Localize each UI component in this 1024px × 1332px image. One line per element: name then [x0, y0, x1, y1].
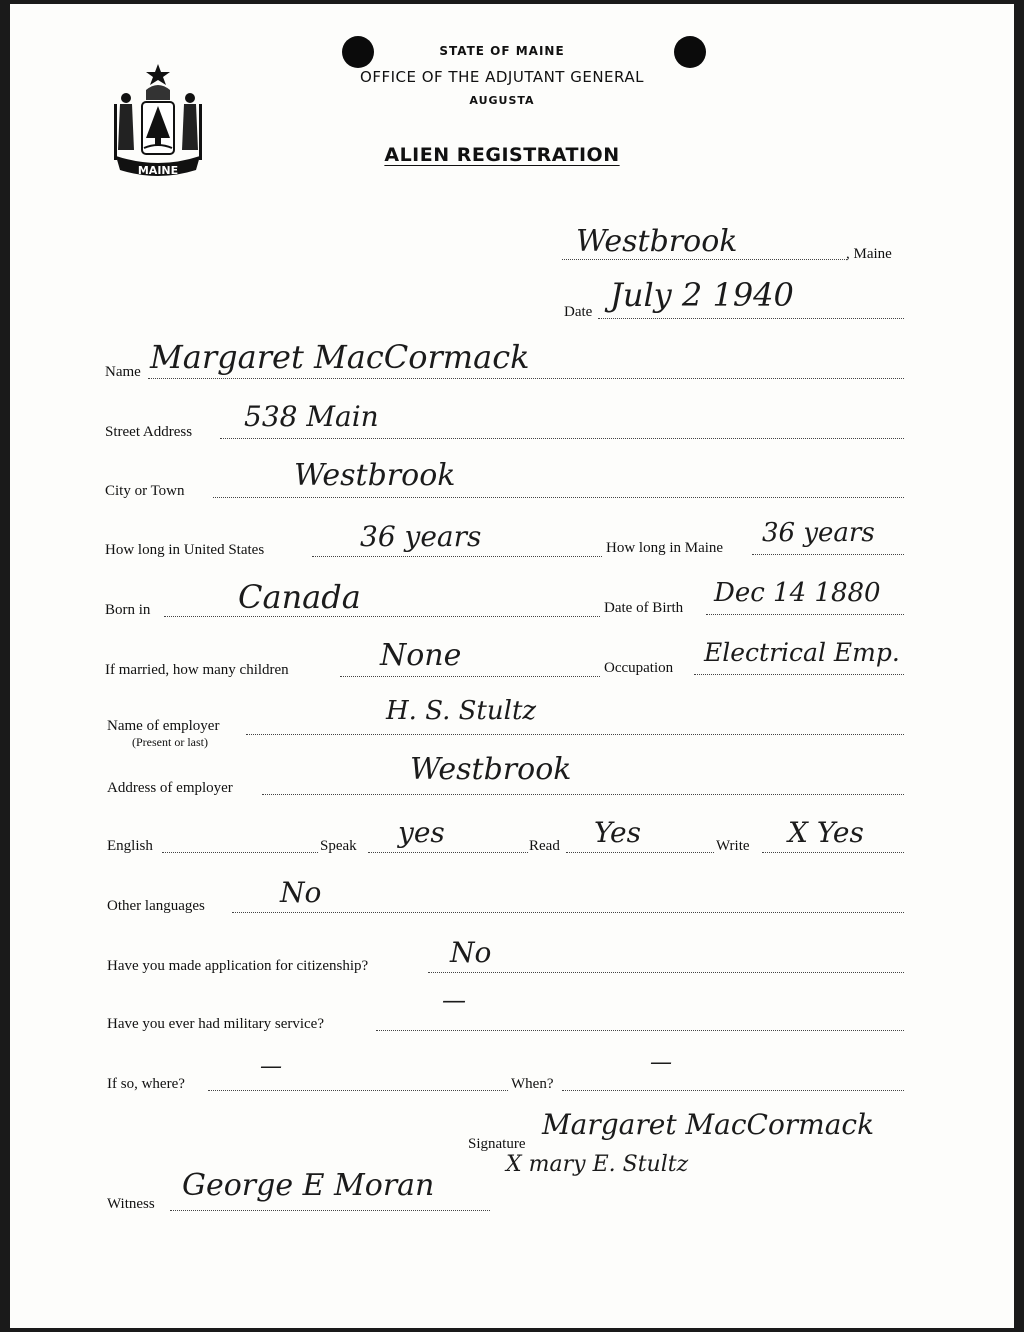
- witness-value: George E Moran: [182, 1168, 435, 1203]
- military-line: [376, 1030, 904, 1031]
- employer-label: Name of employer: [107, 718, 220, 734]
- employer-line: [246, 734, 904, 735]
- employer-sublabel: (Present or last): [132, 735, 208, 749]
- born-in-value: Canada: [238, 578, 361, 616]
- born-in-line: [164, 616, 600, 617]
- english-line: [162, 852, 318, 853]
- name-label: Name: [105, 364, 141, 380]
- date-value: July 2 1940: [610, 276, 794, 314]
- header-office: OFFICE OF THE ADJUTANT GENERAL: [360, 68, 644, 86]
- how-long-us-value: 36 years: [360, 520, 482, 553]
- street-label: Street Address: [105, 424, 193, 440]
- how-long-us-label: How long in United States: [105, 542, 265, 558]
- witness-line: [170, 1210, 490, 1211]
- write-line: [762, 852, 904, 853]
- read-value: Yes: [594, 816, 641, 849]
- street-value: 538 Main: [244, 400, 379, 433]
- occupation-value: Electrical Emp.: [704, 638, 900, 667]
- military-value: —: [442, 986, 466, 1014]
- read-line: [566, 852, 714, 853]
- date-label: Date: [564, 304, 593, 320]
- maine-label: , Maine: [846, 246, 892, 262]
- other-languages-value: No: [280, 876, 322, 909]
- how-long-maine-label: How long in Maine: [606, 540, 724, 556]
- how-long-maine-value: 36 years: [762, 518, 875, 548]
- employer-address-label: Address of employer: [107, 780, 233, 796]
- witness-label: Witness: [107, 1196, 155, 1212]
- when-label: When?: [511, 1076, 554, 1092]
- signature-mark-value: X mary E. Stultz: [506, 1152, 689, 1177]
- english-label: English: [107, 838, 153, 854]
- registration-form: [10, 4, 1014, 1328]
- where-label: If so, where?: [107, 1076, 185, 1092]
- write-value: X Yes: [788, 816, 864, 849]
- form-title: ALIEN REGISTRATION: [384, 144, 620, 166]
- other-languages-label: Other languages: [107, 898, 205, 914]
- city-line: [213, 497, 904, 498]
- occupation-label: Occupation: [604, 660, 674, 676]
- children-value: None: [380, 638, 462, 673]
- where-value: —: [260, 1054, 282, 1079]
- speak-value: yes: [398, 816, 445, 849]
- town-value: Westbrook: [576, 224, 738, 259]
- born-in-label: Born in: [105, 602, 151, 618]
- when-line: [562, 1090, 904, 1091]
- occupation-line: [694, 674, 904, 675]
- name-value: Margaret MacCormack: [150, 338, 530, 376]
- svg-text:MAINE: MAINE: [137, 164, 179, 177]
- other-languages-line: [232, 912, 904, 913]
- when-value: —: [650, 1050, 672, 1075]
- where-line: [208, 1090, 508, 1091]
- date-line: [598, 318, 904, 319]
- employer-address-line: [262, 794, 904, 795]
- citizenship-value: No: [450, 936, 492, 969]
- employer-value: H. S. Stultz: [386, 696, 537, 726]
- read-label: Read: [529, 838, 560, 854]
- how-long-us-line: [312, 556, 602, 557]
- city-value: Westbrook: [294, 458, 456, 493]
- town-line: [562, 259, 847, 260]
- header-state: STATE OF MAINE: [439, 44, 565, 58]
- name-line: [148, 378, 904, 379]
- signature-value: Margaret MacCormack: [542, 1108, 875, 1141]
- city-label: City or Town: [105, 483, 185, 499]
- military-label: Have you ever had military service?: [107, 1016, 324, 1032]
- children-label: If married, how many children: [105, 662, 289, 678]
- date-of-birth-label: Date of Birth: [604, 600, 684, 616]
- speak-label: Speak: [320, 838, 357, 854]
- street-line: [220, 438, 904, 439]
- date-of-birth-line: [706, 614, 904, 615]
- date-of-birth-value: Dec 14 1880: [714, 578, 881, 608]
- citizenship-line: [428, 972, 904, 973]
- speak-line: [368, 852, 528, 853]
- write-label: Write: [716, 838, 750, 854]
- children-line: [340, 676, 600, 677]
- employer-address-value: Westbrook: [410, 752, 572, 787]
- signature-label: Signature: [468, 1136, 526, 1152]
- citizenship-label: Have you made application for citizenship?: [107, 958, 369, 974]
- how-long-maine-line: [752, 554, 904, 555]
- header-city: AUGUSTA: [469, 94, 535, 107]
